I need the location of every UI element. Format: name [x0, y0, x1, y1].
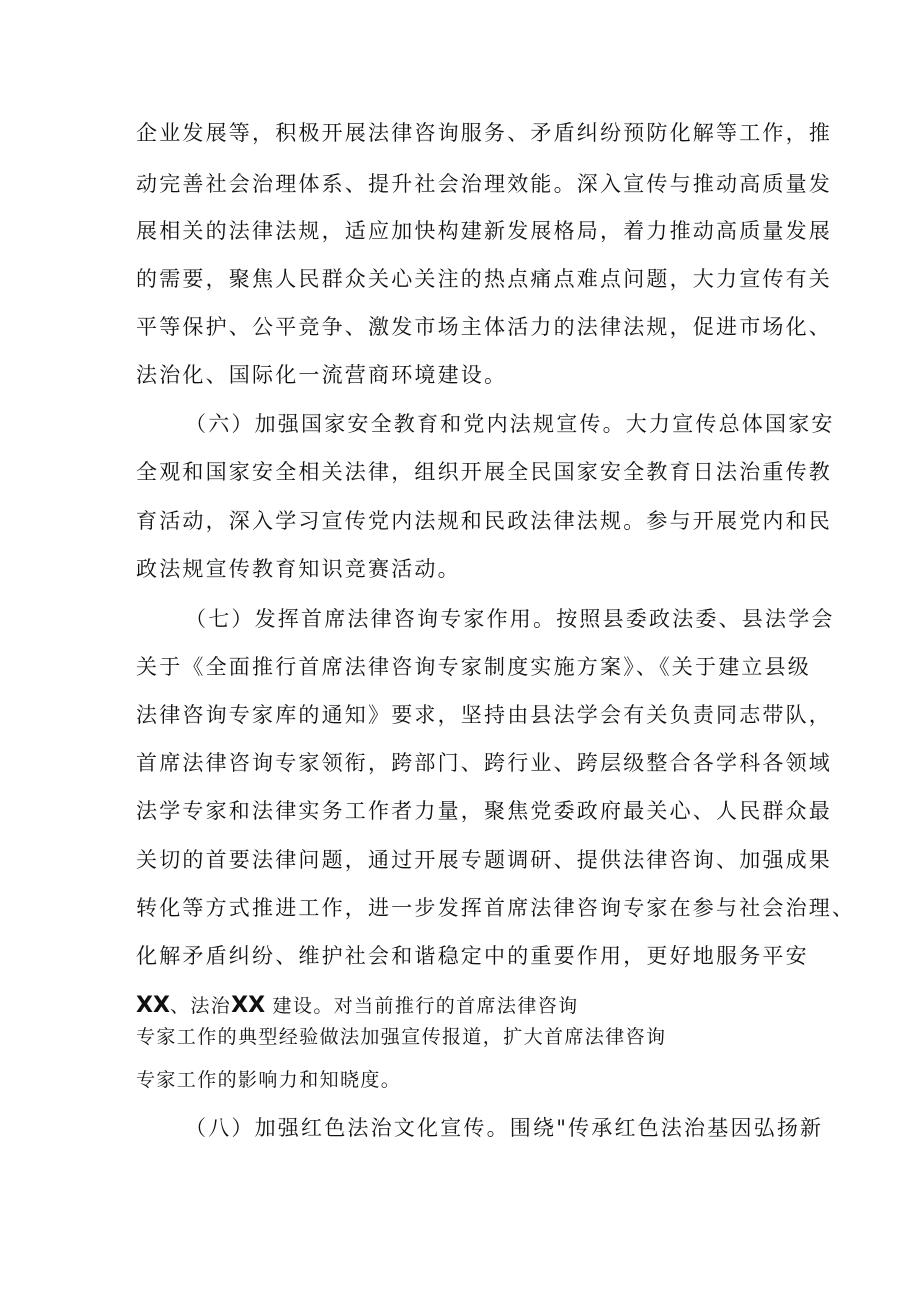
text-line: 法治化、国际化一流营商环境建设。: [136, 363, 508, 387]
text-line: 的需要，聚焦人民群众关心关注的热点痛点难点问题，大力宣传有关: [136, 267, 832, 291]
text-line: 企业发展等，积极开展法律咨询服务、矛盾纠纷预防化解等工作，推: [136, 121, 832, 145]
text-line: 首席法律咨询专家领衔，跨部门、跨行业、跨层级整合各学科各领域: [136, 751, 832, 775]
text-line: 专家工作的典型经验做法加强宣传报道，扩大首席法律咨询: [136, 1026, 667, 1048]
placeholder-xx: XX: [136, 993, 170, 1018]
text-line: 专家工作的影响力和知晓度。: [136, 1069, 402, 1091]
text-line: 动完善社会治理体系、提升社会治理效能。深入宣传与推动高质量发: [136, 172, 832, 196]
text-line: 关于《全面推行首席法律咨询专家制度实施方案》、《关于建立县级: [136, 655, 811, 679]
text-line: 展相关的法律法规，适应加快构建新发展格局，着力推动高质量发展: [136, 219, 832, 243]
section-seven-heading: （七）发挥首席法律咨询专家作用。按照县委政法委、县法学会: [185, 607, 835, 631]
text-line: 育活动，深入学习宣传党内法规和民政法律法规。参与开展党内和民: [136, 509, 832, 533]
section-eight-heading: （八）加强红色法治文化宣传。围绕"传承红色法治基因弘扬新: [185, 1116, 824, 1140]
xx-line-rest: 建设。对当前推行的首席法律咨询: [272, 995, 579, 1017]
text-line: 法学专家和法律实务工作者力量，聚焦党委政府最关心、人民群众最: [136, 799, 832, 823]
text-line: 政法规宣传教育知识竞赛活动。: [136, 557, 461, 581]
text-line: 化解矛盾纠纷、维护社会和谐稳定中的重要作用，更好地服务平安: [136, 944, 809, 968]
xx-line-middle: 、法治: [169, 995, 232, 1017]
text-line: 关切的首要法律问题，通过开展专题调研、提供法律咨询、加强成果: [136, 848, 832, 872]
xx-line: [136, 992, 579, 1020]
text-line: 全观和国家安全相关法律，组织开展全民国家安全教育日法治重传教: [136, 460, 832, 484]
text-line: 平等保护、公平竞争、激发市场主体活力的法律法规，促进市场化、: [136, 315, 832, 339]
section-six-heading: （六）加强国家安全教育和党内法规宣传。大力宣传总体国家安: [185, 412, 835, 436]
text-line: 转化等方式推进工作，进一步发挥首席法律咨询专家在参与社会治理、: [136, 896, 856, 920]
text-line: 法律咨询专家库的通知》要求，坚持由县法学会有关负责同志带队，: [136, 703, 832, 727]
placeholder-xx: XX: [231, 993, 266, 1018]
